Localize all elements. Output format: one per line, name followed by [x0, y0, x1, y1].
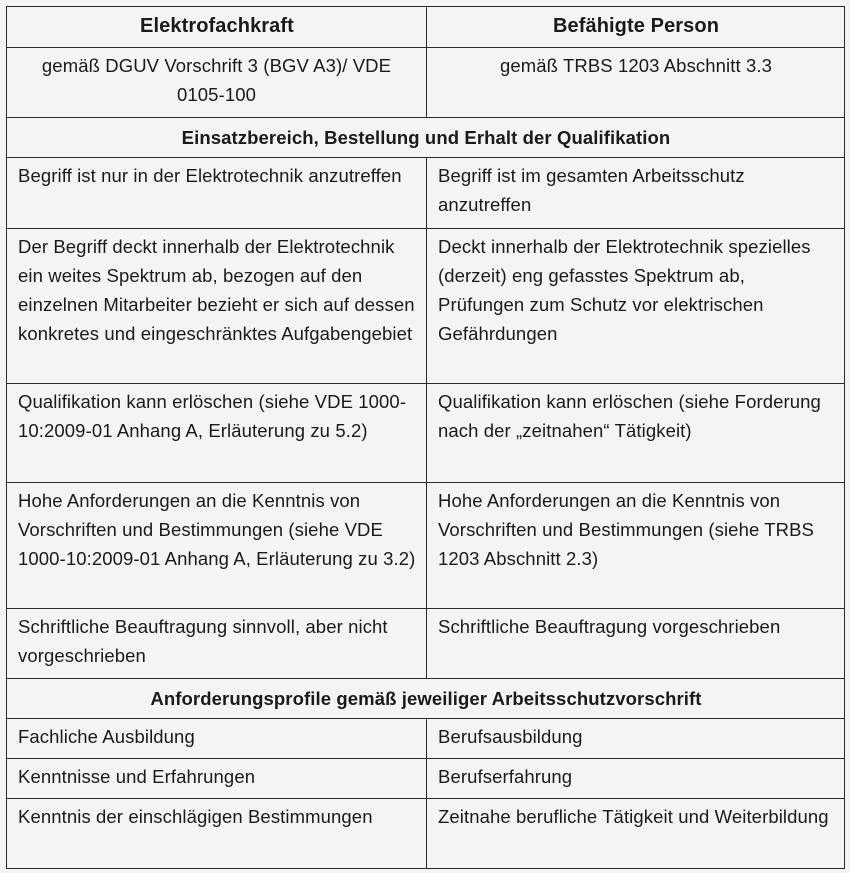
comparison-table: [6, 6, 845, 869]
cell-left: Begriff ist nur in der Elektrotechnik anzutreffen: [7, 158, 427, 229]
header-befaehigte-person: Befähigte Person: [427, 7, 845, 48]
basis-right: gemäß TRBS 1203 Abschnitt 3.3: [427, 48, 845, 118]
cell-left: Qualifikation kann erlöschen (siehe VDE 1000-10:2009-01 Anhang A, Erläuterung zu 5.2): [7, 384, 427, 483]
cell-left: Der Begriff deckt innerhalb der Elektrotechnik ein weites Spektrum ab, bezogen auf den einzelnen Mitarbeiter bezieht er sich auf dessen konkretes und eingeschränktes Aufgabengebiet: [7, 229, 427, 384]
table-row: [7, 719, 845, 759]
cell-right: Qualifikation kann erlöschen (siehe Forderung nach der „zeitnahen“ Tätigkeit): [427, 384, 845, 483]
table-row: [7, 158, 845, 229]
section-row: [7, 679, 845, 719]
cell-right: Hohe Anforderungen an die Kenntnis von Vorschriften und Bestimmungen (siehe TRBS 1203 Abschnitt 2.3): [427, 483, 845, 609]
cell-right: Schriftliche Beauftragung vorgeschrieben: [427, 609, 845, 679]
table-row: [7, 229, 845, 384]
cell-left: Kenntnis der einschlägigen Bestimmungen: [7, 799, 427, 869]
cell-left: Schriftliche Beauftragung sinnvoll, aber nicht vorgeschrieben: [7, 609, 427, 679]
header-elektrofachkraft: Elektrofachkraft: [7, 7, 427, 48]
cell-left: Kenntnisse und Erfahrungen: [7, 759, 427, 799]
table-row: [7, 483, 845, 609]
basis-row: [7, 48, 845, 118]
table-row: [7, 609, 845, 679]
table-row: [7, 759, 845, 799]
cell-right: Zeitnahe berufliche Tätigkeit und Weiterbildung: [427, 799, 845, 869]
cell-right: Begriff ist im gesamten Arbeitsschutz anzutreffen: [427, 158, 845, 229]
basis-left: gemäß DGUV Vorschrift 3 (BGV A3)/ VDE 0105-100: [7, 48, 427, 118]
cell-left: Hohe Anforderungen an die Kenntnis von Vorschriften und Bestimmungen (siehe VDE 1000-10:2009-01 Anhang A, Erläuterung zu 3.2): [7, 483, 427, 609]
cell-right: Berufsausbildung: [427, 719, 845, 759]
section-title: Einsatzbereich, Bestellung und Erhalt der Qualifikation: [7, 118, 845, 158]
section-row: [7, 118, 845, 158]
table-row: [7, 799, 845, 869]
cell-right: Berufserfahrung: [427, 759, 845, 799]
header-row: [7, 7, 845, 48]
table-row: [7, 384, 845, 483]
cell-left: Fachliche Ausbildung: [7, 719, 427, 759]
cell-right: Deckt innerhalb der Elektrotechnik spezielles (derzeit) eng gefasstes Spektrum ab, Prüfungen zum Schutz vor elektrischen Gefährdungen: [427, 229, 845, 384]
section-title: Anforderungsprofile gemäß jeweiliger Arbeitsschutzvorschrift: [7, 679, 845, 719]
